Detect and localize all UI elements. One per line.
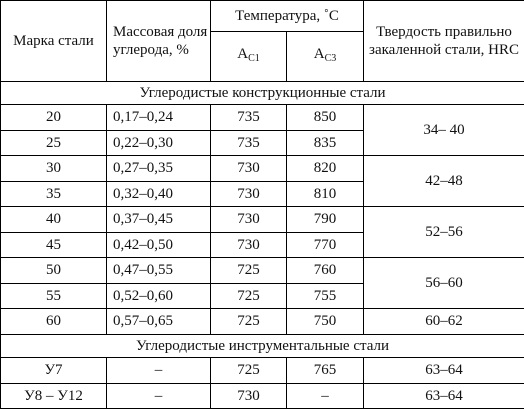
table-row — [1, 358, 524, 384]
cell-ac3: 835 — [287, 130, 364, 156]
cell-grade: 25 — [1, 130, 107, 156]
header-ac1-sub: C1 — [248, 52, 260, 64]
cell-ac1: 730 — [211, 181, 287, 207]
cell-carbon: 0,57–0,65 — [107, 309, 211, 335]
table-row — [1, 258, 524, 284]
cell-ac1: 725 — [211, 309, 287, 335]
cell-ac1: 725 — [211, 258, 287, 284]
table-row — [1, 156, 524, 182]
table-row — [1, 383, 524, 409]
cell-grade: 50 — [1, 258, 107, 284]
cell-carbon: 0,37–0,45 — [107, 207, 211, 233]
cell-ac3: 765 — [287, 358, 364, 384]
cell-grade: 40 — [1, 207, 107, 233]
cell-carbon: 0,52–0,60 — [107, 283, 211, 309]
cell-ac3: – — [287, 383, 364, 409]
table-row — [1, 105, 524, 131]
cell-grade: У8 – У12 — [1, 383, 107, 409]
header-grade: Марка стали — [1, 1, 107, 82]
cell-carbon: 0,32–0,40 — [107, 181, 211, 207]
cell-ac3: 760 — [287, 258, 364, 284]
cell-ac1: 730 — [211, 156, 287, 182]
cell-grade: 30 — [1, 156, 107, 182]
cell-hardness: 52–56 — [364, 207, 524, 258]
cell-hardness: 34– 40 — [364, 105, 524, 156]
cell-ac1: 735 — [211, 130, 287, 156]
header-ac3-sub: C3 — [324, 52, 337, 64]
cell-ac1: 730 — [211, 207, 287, 233]
cell-ac3: 755 — [287, 283, 364, 309]
cell-ac3: 750 — [287, 309, 364, 335]
cell-ac3: 770 — [287, 232, 364, 258]
cell-carbon: – — [107, 358, 211, 384]
table-row — [1, 207, 524, 233]
cell-ac3: 820 — [287, 156, 364, 182]
header-ac3-main: A — [313, 45, 325, 62]
cell-hardness: 63–64 — [364, 358, 524, 384]
header-carbon: Массовая доля углерода, % — [107, 1, 211, 82]
header-ac1 — [211, 31, 287, 81]
header-ac1-main: A — [237, 45, 249, 62]
cell-carbon: 0,27–0,35 — [107, 156, 211, 182]
cell-grade: 20 — [1, 105, 107, 131]
cell-carbon: 0,42–0,50 — [107, 232, 211, 258]
cell-ac1: 730 — [211, 383, 287, 409]
cell-hardness: 42–48 — [364, 156, 524, 207]
section-structural: Углеродистые конструкционные стали — [1, 81, 524, 104]
header-ac3 — [287, 31, 364, 81]
section-tool: Углеродистые инструментальные стали — [1, 334, 524, 357]
cell-carbon: 0,17–0,24 — [107, 105, 211, 131]
cell-ac1: 730 — [211, 232, 287, 258]
cell-ac3: 790 — [287, 207, 364, 233]
cell-grade: У7 — [1, 358, 107, 384]
cell-grade: 55 — [1, 283, 107, 309]
cell-hardness: 63–64 — [364, 383, 524, 409]
cell-ac3: 850 — [287, 105, 364, 131]
cell-grade: 60 — [1, 309, 107, 335]
cell-ac1: 735 — [211, 105, 287, 131]
cell-carbon: 0,22–0,30 — [107, 130, 211, 156]
header-temperature: Температура, ˚С — [211, 1, 364, 32]
table-row — [1, 309, 524, 335]
cell-carbon: 0,47–0,55 — [107, 258, 211, 284]
cell-grade: 35 — [1, 181, 107, 207]
cell-hardness: 60–62 — [364, 309, 524, 335]
cell-ac1: 725 — [211, 283, 287, 309]
cell-grade: 45 — [1, 232, 107, 258]
cell-ac3: 810 — [287, 181, 364, 207]
cell-ac1: 725 — [211, 358, 287, 384]
cell-hardness: 56–60 — [364, 258, 524, 309]
cell-carbon: – — [107, 383, 211, 409]
header-hardness: Твердость правильно закаленной стали, HRC — [364, 1, 524, 82]
